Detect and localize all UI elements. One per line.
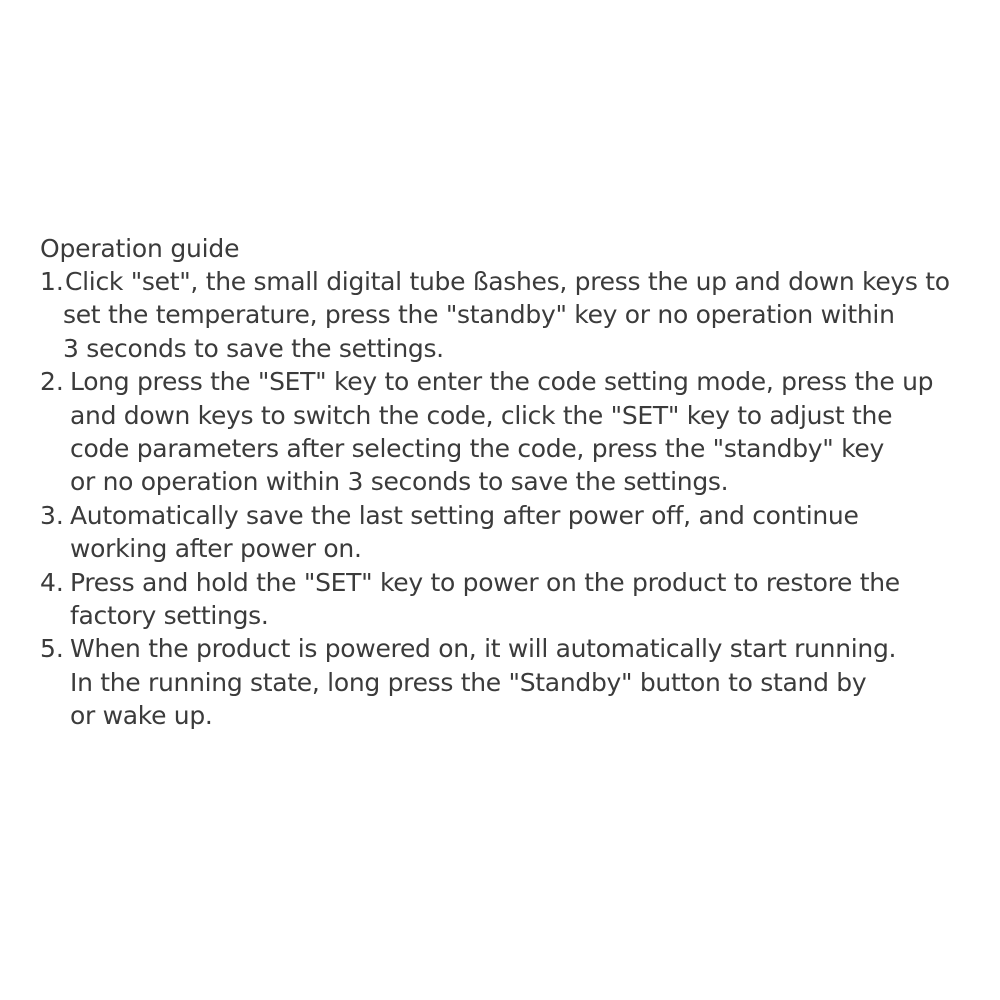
step-number: 1. [40,267,64,296]
guide-title: Operation guide [40,234,240,263]
step-line: In the running state, long press the "Standby" button to stand by [70,667,867,697]
step-number: 5. [40,634,64,664]
step-line: set the temperature, press the "standby" key or no operation within [63,300,895,330]
step-number: 3. [40,500,64,530]
step-line: working after power on. [70,534,362,564]
step-line: Automatically save the last setting after power off, and continue [70,500,859,530]
operation-guide [40,232,985,733]
step-line: factory settings. [70,601,269,631]
step-3 [40,499,985,566]
step-line: Click "set", the small digital tube ßashes, press the up and down keys to [65,267,950,296]
step-line: code parameters after selecting the code, press the "standby" key [70,434,885,464]
step-number: 2. [40,367,64,397]
step-line: and down keys to switch the code, click the "SET" key to adjust the [70,400,893,430]
step-2 [40,365,985,499]
step-5 [40,632,985,732]
step-1 [40,265,985,365]
step-line: Press and hold the "SET" key to power on the product to restore the [70,567,900,597]
step-line: or wake up. [70,701,213,731]
step-line: Long press the "SET" key to enter the code setting mode, press the up [70,367,934,397]
step-line: or no operation within 3 seconds to save the settings. [70,467,729,497]
step-4 [40,566,985,633]
step-line: When the product is powered on, it will automatically start running. [70,634,897,664]
step-line: 3 seconds to save the settings. [63,333,444,363]
step-number: 4. [40,567,64,597]
